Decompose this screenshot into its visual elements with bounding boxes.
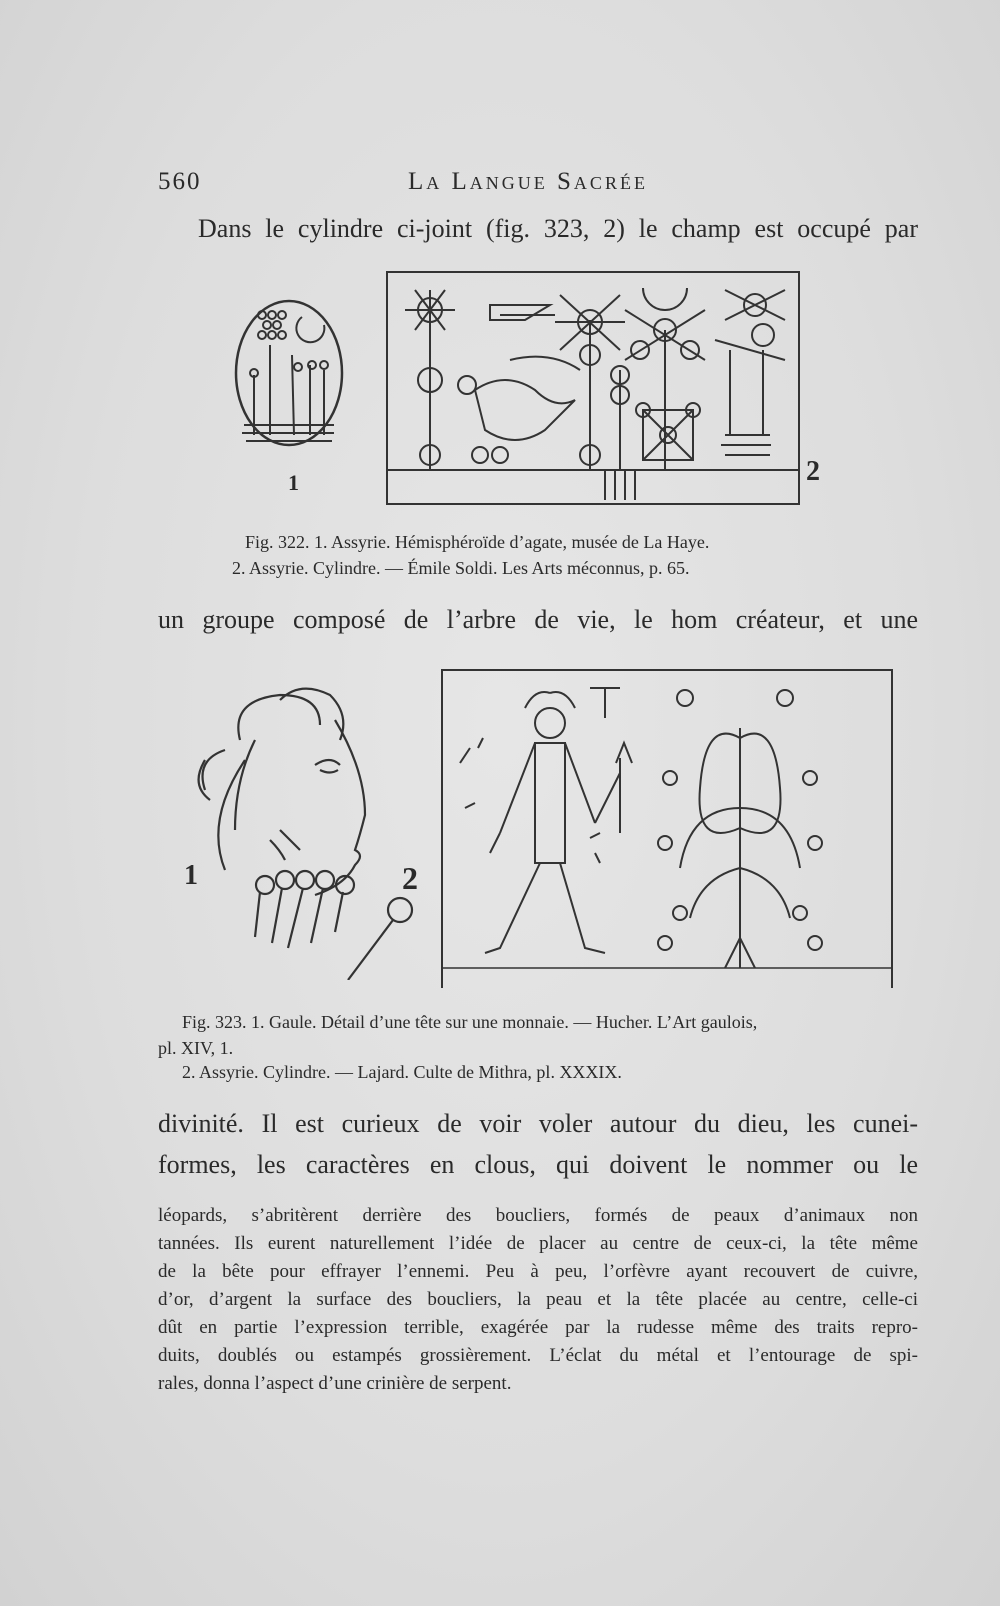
figure-323-label-1: 1	[184, 860, 198, 891]
bleed-paragraph-line-6: duits, doublés ou estampés grossièrement. L’éclat du métal et l’entourage de spi-	[158, 1345, 918, 1366]
figure-322-caption-line-2: 2. Assyrie. Cylindre. — Émile Soldi. Les Arts méconnus, p. 65.	[232, 558, 690, 578]
bleed-paragraph-line-3: de la bête pour effrayer l’ennemi. Peu à peu, l’orfèvre ayant recouvert de cuivre,	[158, 1261, 918, 1282]
figure-322-label-2: 2	[806, 456, 820, 487]
running-title: La Langue Sacrée	[408, 168, 648, 195]
figure-322-caption-line-1: Fig. 322. 1. Assyrie. Hémisphéroïde d’agate, musée de La Haye.	[245, 532, 710, 552]
bleed-paragraph-line-1: léopards, s’abritèrent derrière des boucliers, formés de peaux d’animaux non	[158, 1205, 918, 1226]
figure-322-cylinder-illustration	[385, 270, 805, 510]
figure-323-coin-head-illustration	[185, 680, 425, 980]
body-line-4: formes, les caractères en clous, qui doivent le nommer ou le	[158, 1150, 918, 1179]
bleed-paragraph-line-4: d’or, d’argent la surface des boucliers, la peau et la tête placée au centre, celle-ci	[158, 1289, 918, 1310]
body-line-1: Dans le cylindre ci-joint (fig. 323, 2) le champ est occupé par	[198, 214, 918, 243]
figure-323-cylinder-illustration	[440, 668, 895, 988]
figure-323-caption-line-3: 2. Assyrie. Cylindre. — Lajard. Culte de Mithra, pl. XXXIX.	[182, 1062, 622, 1082]
bleed-paragraph-line-7: rales, donna l’aspect d’une crinière de serpent.	[158, 1373, 512, 1394]
bleed-paragraph-line-5: dût en partie l’expression terrible, exagérée par la rudesse même des traits repro-	[158, 1317, 918, 1338]
figure-323-caption-line-2: pl. XIV, 1.	[158, 1038, 234, 1058]
figure-322-label-1: 1	[288, 470, 299, 495]
figure-323-label-2: 2	[402, 860, 418, 896]
figure-323-caption-line-1: Fig. 323. 1. Gaule. Détail d’une tête sur une monnaie. — Hucher. L’Art gaulois,	[182, 1012, 758, 1032]
figure-322-seal-illustration	[232, 295, 347, 470]
page-number: 560	[158, 168, 202, 195]
body-line-3: divinité. Il est curieux de voir voler autour du dieu, les cunei-	[158, 1109, 918, 1138]
running-header	[158, 168, 918, 198]
body-line-2: un groupe composé de l’arbre de vie, le hom créateur, et une	[158, 605, 918, 634]
bleed-paragraph-line-2: tannées. Ils eurent naturellement l’idée de placer au centre de ceux-ci, la tête même	[158, 1233, 918, 1254]
